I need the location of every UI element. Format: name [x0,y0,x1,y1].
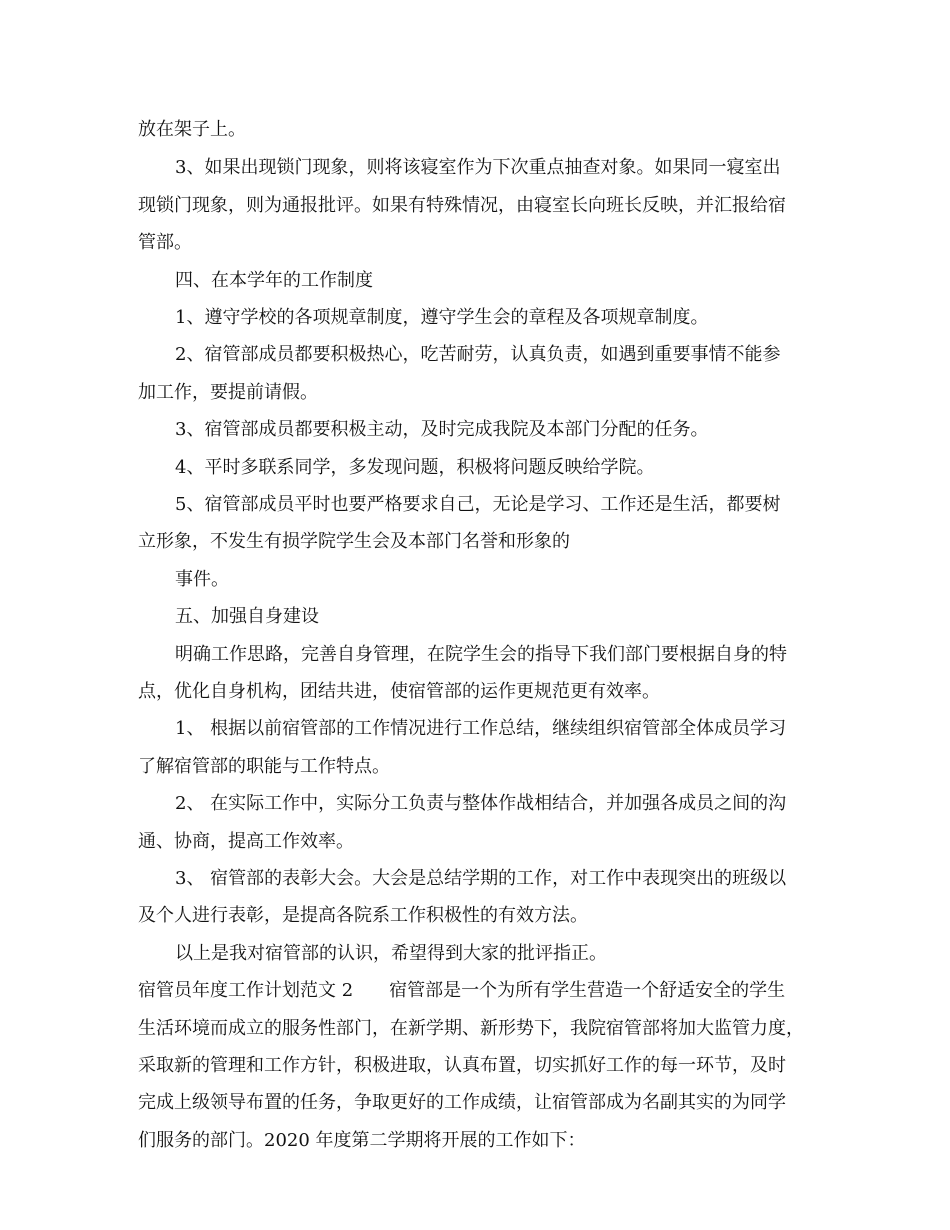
document-subtitle-line: 宿管员年度工作计划范文 2 宿管部是一个为所有学生营造一个舒适安全的学生 [138,980,786,1001]
text-line: 5、宿管部成员平时也要严格要求自己，无论是学习、工作还是生活，都要树 [175,494,781,515]
text-line: 管部。 [138,232,192,253]
text-line: 采取新的管理和工作方针，积极进取，认真布置，切实抓好工作的每一环节，及时 [138,1055,786,1076]
text-line: 现锁门现象，则为通报批评。如果有特殊情况，由寝室长向班长反映，并汇报给宿 [138,195,786,216]
text-line: 及个人进行表彰，是提高各院系工作积极性的有效方法。 [138,905,588,926]
text-line: 加工作，要提前请假。 [138,382,318,403]
text-line: 3、如果出现锁门现象，则将该寝室作为下次重点抽查对象。如果同一寝室出 [175,157,781,178]
text-line: 事件。 [175,569,229,590]
text-line: 明确工作思路，完善自身管理，在院学生会的指导下我们部门要根据自身的特 [175,644,787,665]
section-heading: 四、在本学年的工作制度 [175,270,373,291]
section-heading: 五、加强自身建设 [175,606,319,627]
text-line: 点，优化自身机构，团结共进，使宿管部的运作更规范更有效率。 [138,681,660,702]
text-line: 们服务的部门。2020 年度第二学期将开展的工作如下： [138,1130,586,1151]
text-line: 了解宿管部的职能与工作特点。 [138,756,390,777]
text-line: 放在架子上。 [138,119,246,140]
text-line: 2、宿管部成员都要积极热心，吃苦耐劳，认真负责，如遇到重要事情不能参 [175,344,781,365]
text-line: 4、平时多联系同学，多发现问题，积极将问题反映给学院。 [175,457,655,478]
text-line: 以上是我对宿管部的认识，希望得到大家的批评指正。 [175,943,607,964]
text-line: 3、 宿管部的表彰大会。大会是总结学期的工作，对工作中表现突出的班级以 [175,868,787,889]
text-line: 2、 在实际工作中，实际分工负责与整体作战相结合，并加强各成员之间的沟 [175,793,787,814]
text-line: 3、宿管部成员都要积极主动，及时完成我院及本部门分配的任务。 [175,419,709,440]
text-line: 1、遵守学校的各项规章制度，遵守学生会的章程及各项规章制度。 [175,307,709,328]
text-line: 立形象，不发生有损学院学生会及本部门名誉和形象的 [138,531,570,552]
text-line: 1、 根据以前宿管部的工作情况进行工作总结，继续组织宿管部全体成员学习 [175,718,787,739]
text-line: 完成上级领导布置的任务，争取更好的工作成绩，让宿管部成为名副其实的为同学 [138,1092,786,1113]
text-line: 生活环境而成立的服务性部门，在新学期、新形势下，我院宿管部将加大监管力度， [138,1018,804,1039]
text-line: 通、协商，提高工作效率。 [138,831,354,852]
